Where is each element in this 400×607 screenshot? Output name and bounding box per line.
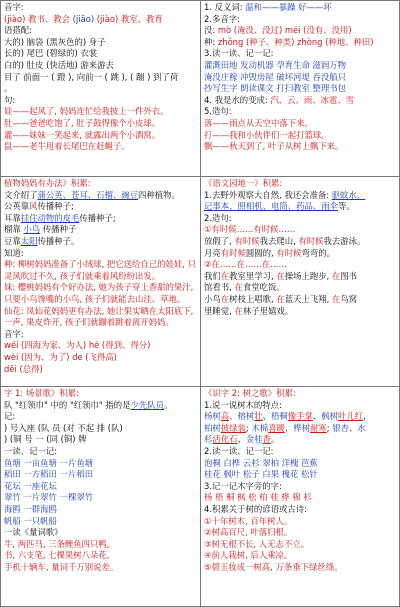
text-run: 枫树 <box>321 411 338 422</box>
text-run: 豆靠 <box>4 235 21 246</box>
text-run: 金桂 <box>245 434 263 445</box>
text-run: 翠竹 一片翠竹 一棵翠竹 <box>4 492 94 503</box>
text-run: 月亮 <box>204 247 221 258</box>
text-run: 泡桐 白桦 云杉 翠柏 洋槐 芭蕉 <box>204 457 318 468</box>
text-run: 。 <box>271 434 280 445</box>
text-run: 落——雨点从天空中落下来。 <box>204 117 313 128</box>
text-run: 手机十辆车, 量词千万别说差。 <box>4 561 119 572</box>
text-run: 温和——暴躁 好——坏 <box>245 2 332 12</box>
bottom-right-cell <box>200 386 400 607</box>
text-line <box>204 539 396 551</box>
text-run: 有时候 <box>220 247 246 258</box>
text-line <box>204 527 396 539</box>
text-line <box>4 306 197 318</box>
text-run: 3.读一读、记一记: <box>204 48 274 59</box>
text-line <box>204 411 396 423</box>
text-line <box>204 201 396 213</box>
text-run: 弯弯的。 <box>301 247 335 258</box>
text-run: 叶儿红 <box>338 411 364 422</box>
text-run: ③树无根不长, 人无志不立。 <box>204 538 309 549</box>
text-run: 杨 梧 桐 枫 松 柏 桂 桦 棉 杉 <box>204 492 312 503</box>
text-line <box>4 423 197 435</box>
text-run: ①有时候……有时候…… <box>204 224 296 235</box>
text-line <box>4 469 197 481</box>
text-line <box>4 550 197 562</box>
text-run: 音字: <box>4 328 24 339</box>
text-run: 长的) 尾巴 (碧绿的) 衣裳 <box>4 48 98 59</box>
text-run: 1. 反义词: <box>204 2 246 12</box>
text-run: 3.记一记木字旁的字: <box>204 480 282 491</box>
text-run: 太阳 <box>20 235 38 246</box>
text-line <box>204 14 396 26</box>
text-run: 文介绍了 <box>4 189 38 200</box>
text-line <box>4 364 197 376</box>
middle-left-cell <box>0 176 201 387</box>
top-right-cell <box>200 0 400 177</box>
text-line <box>204 72 396 84</box>
text-run: 、 <box>284 422 294 433</box>
text-run: 小鸟 <box>23 224 41 235</box>
text-run: 、 <box>237 434 246 445</box>
text-run: 音字: <box>4 2 24 12</box>
text-line <box>204 224 396 236</box>
text-run: 教室里学习, <box>229 270 277 281</box>
text-line <box>4 329 197 341</box>
text-line <box>4 317 197 329</box>
text-run: 喜暖 <box>268 422 285 433</box>
text-line <box>204 190 396 202</box>
top-left-cell <box>0 0 201 177</box>
text-run: 梧桐 <box>271 411 288 422</box>
text-line <box>204 271 396 283</box>
text-line <box>4 141 197 153</box>
text-run: 娃——起风了, 妈妈连忙给我披上一件外衣。 <box>4 106 169 117</box>
text-run: 食堂吃饭。 <box>242 282 285 293</box>
text-run: 2.造句: <box>204 212 232 223</box>
text-line <box>4 562 197 574</box>
text-run: mò (淹没、没过) méi (没有、没用) <box>217 25 352 36</box>
text-run: 馆看书, <box>204 282 235 293</box>
text-run: 香 <box>262 434 271 445</box>
text-run: 、 <box>262 411 271 422</box>
text-line <box>4 259 197 271</box>
text-run: 灌溉田地 发动机器 孕育生命 滋润万物 <box>204 59 346 70</box>
text-run: 书, 六支笔, 七棵果树八朵花, <box>4 550 110 561</box>
text-line <box>4 224 197 236</box>
text-run: , <box>363 411 366 422</box>
text-run: 牛, 两匹马, 三条鲤鱼四只鸭, <box>4 538 110 549</box>
text-run: 。 <box>4 83 13 94</box>
text-run: 、 <box>312 411 322 422</box>
text-run: 在 <box>331 270 341 281</box>
text-run: 大的) 脑袋 (黑灰色的) 身子 <box>4 36 106 47</box>
text-run: 蓝天上飞翔, <box>284 293 332 304</box>
text-run: (jiào) 教书、教会 <box>4 13 73 24</box>
text-line <box>4 190 197 202</box>
text-run: 我去游泳。 <box>323 235 366 246</box>
text-line <box>204 306 396 318</box>
text-run: 风 <box>29 201 38 212</box>
text-line <box>4 458 197 470</box>
text-line <box>4 539 197 551</box>
text-run: 白的) 肚皮 (快活地) 游来游去 <box>4 59 114 70</box>
text-run: 种: 柳树妈妈准备了小绒球, 把它送给自己的娃娃, 只 <box>4 259 197 270</box>
text-line <box>4 446 197 458</box>
text-line <box>4 481 197 493</box>
text-run: 操场上跑步, <box>284 270 332 281</box>
text-run: 灵风吹过不久, 孩子们就乘着风纷纷出发。 <box>4 270 161 281</box>
text-run: 挂住动物的皮毛 <box>20 212 80 223</box>
text-run: 榕树 <box>237 411 255 422</box>
text-run: 、 <box>229 411 238 422</box>
text-line <box>4 14 197 26</box>
text-run: 在 <box>220 270 230 281</box>
middle-right-cell <box>200 176 400 387</box>
text-line <box>4 492 197 504</box>
text-run: 四种植物。 <box>138 189 180 200</box>
text-run: 淹没庄稼 冲毁房屋 破坏河堤 吞没船只 <box>204 71 346 82</box>
text-run: ; <box>326 422 333 433</box>
text-run: 鱼塘 一亩鱼塘 一片鱼塘 <box>4 457 94 468</box>
text-line <box>4 236 197 248</box>
text-line <box>204 236 396 248</box>
section-heading: 植物妈妈有办法》积累: <box>4 178 91 188</box>
text-run: 一读《量词歌》 <box>4 527 63 538</box>
text-line <box>204 516 396 528</box>
text-run: 耳靠 <box>4 212 21 223</box>
text-run: 队 "红领巾" 中的 "红领巾" 指的是 <box>4 399 131 410</box>
text-run: 1.说一说树木的特点: <box>204 399 282 410</box>
text-line <box>204 95 396 107</box>
text-run: 知道: <box>4 247 24 258</box>
text-run: 树枝上唱歌, <box>229 293 277 304</box>
text-line <box>4 411 197 423</box>
text-run: 圆圆的, <box>245 247 277 258</box>
text-line <box>4 83 197 95</box>
text-run: 桂花 枫叶 松子 白果 槐花 松针 <box>204 469 318 480</box>
section-heading: 《识字 2: 树之歌》积累: <box>204 388 296 398</box>
text-line <box>204 248 396 260</box>
text-run: 等。 <box>338 201 355 212</box>
text-line <box>4 504 197 516</box>
text-line <box>4 271 197 283</box>
text-run: 4. 我是水的变成: <box>204 94 271 105</box>
text-run: 有时候 <box>276 247 302 258</box>
text-line <box>4 95 197 107</box>
text-run: 一声, 果皮炸开, 孩子们就蹦着跳着离开妈妈。 <box>4 317 174 328</box>
text-run: 水 <box>357 422 366 433</box>
text-run: 披绿装 <box>220 422 246 433</box>
text-run: 仙花: 凤仙花妈妈更有办法, 她让果实晒在太阳底下, <box>4 305 194 316</box>
text-line <box>204 469 396 481</box>
text-run: 图书 <box>340 270 358 281</box>
text-run: 驱蚊水、 <box>331 189 366 200</box>
text-run: zhǒng (种子、种类) zhòng (种地、种田) <box>217 36 374 47</box>
text-line <box>4 25 197 37</box>
text-run: ) (铜 号 一 (同 (铜) 牌 <box>4 434 87 445</box>
text-run: ②在……在……在…… <box>204 259 287 270</box>
text-run: 2.读一读、记一记: <box>204 445 274 456</box>
text-run: 榴靠 <box>4 224 24 235</box>
text-line <box>4 434 197 446</box>
text-run: 杨树 <box>204 411 221 422</box>
text-line <box>4 213 197 225</box>
text-run: ①十年树木, 百年树人。 <box>204 515 293 526</box>
text-run: 林子里嬉戏。 <box>242 305 294 316</box>
text-run: (jiào) 教室、教育 <box>94 13 163 24</box>
text-run: 种: <box>204 36 218 47</box>
section-heading: 字 1: 场景歌》积累: <box>4 388 79 398</box>
text-line <box>4 527 197 539</box>
text-run: 记: <box>4 411 16 422</box>
text-line <box>4 201 197 213</box>
text-line <box>204 562 396 574</box>
text-line <box>204 60 396 72</box>
text-run: 在 <box>234 305 243 316</box>
text-run: děi (总得) <box>4 363 43 374</box>
text-run: 汽、云、雨、冰雹、雪 <box>270 94 355 105</box>
text-line <box>204 48 396 60</box>
text-line <box>4 37 197 49</box>
text-run: 稻田 一方稻田 一片稻田 <box>4 469 94 480</box>
text-run: wèi (因为、为了) de (飞得高) <box>4 351 117 362</box>
text-run: 目了 前面一 ( 蹬 ), 向前一 ( 跳 ), ( 蹦 ) 到了荷 <box>4 71 179 82</box>
text-run: 壮 <box>254 411 263 422</box>
text-run: 鼠——老牛甩着长尾巴在赶蝇子。 <box>4 141 130 152</box>
text-line <box>4 400 197 412</box>
text-line <box>204 481 396 493</box>
text-line <box>204 423 396 435</box>
text-run: 1.去野外观察大自然, 我还会准备: <box>204 189 332 200</box>
text-run: ; <box>245 422 252 433</box>
text-run: 传播种子 <box>40 224 77 235</box>
text-run: ②树高百尺, 叶落归根。 <box>204 527 293 538</box>
text-line <box>204 434 396 446</box>
text-run: 在 <box>276 293 285 304</box>
text-run: 打——我和小伙伴们一起打篮球。 <box>204 129 330 140</box>
text-line <box>4 516 197 528</box>
text-run: 放假了, <box>204 235 235 246</box>
text-line <box>4 248 197 260</box>
text-run: 公英靠 <box>4 201 30 212</box>
text-line <box>204 2 396 14</box>
text-run: 帆船 一只帆船 <box>4 515 57 526</box>
text-run: 抄写生字 朗读课文 打扫教室 整理书包 <box>204 83 346 94</box>
text-run: 在 <box>331 293 341 304</box>
text-run: 我们 <box>204 270 221 281</box>
text-run: 桦树 <box>293 422 310 433</box>
text-run: 蒲公英、苍耳、石榴、豌豆 <box>37 189 138 200</box>
text-line <box>4 294 197 306</box>
text-line <box>204 106 396 118</box>
text-line <box>4 72 197 84</box>
text-run: 记事本、照相机、电筒、药品、雨伞 <box>204 201 338 212</box>
text-line <box>4 352 197 364</box>
text-run: (jiāo) <box>72 13 95 24</box>
text-line <box>204 83 396 95</box>
text-run: 少先队员 <box>130 399 165 410</box>
text-run: 在 <box>276 270 285 281</box>
text-line <box>204 458 396 470</box>
text-line <box>204 282 396 294</box>
section-heading: 《语文园地一》积累: <box>204 178 283 188</box>
text-run: 像手掌 <box>287 411 313 422</box>
text-line <box>4 60 197 72</box>
text-line <box>204 504 396 516</box>
text-run: 一读、记一记: <box>4 445 58 456</box>
text-line <box>204 213 396 225</box>
text-line <box>4 130 197 142</box>
text-run: 里睡觉, <box>204 305 235 316</box>
text-run: 5.造句: <box>204 106 232 117</box>
text-run: 海鸥 一群海鸥 <box>4 503 57 514</box>
text-run: 肚——爸爸吃饱了, 肚子鼓得像个小皮球。 <box>4 117 161 128</box>
text-run: 妹: 樱桃妈妈有个好办法, 她为孩子穿上香甜的果汁, <box>4 282 194 293</box>
text-run: 没: <box>204 25 218 36</box>
text-run: 只要小鸟馋嘴的小鸟, 孩子们就能去山洼、草地。 <box>4 293 186 304</box>
text-run: 。 <box>164 399 173 410</box>
text-line <box>204 37 396 49</box>
text-line <box>4 48 197 60</box>
text-run: 杉 <box>204 434 213 445</box>
text-run: 句: <box>4 94 16 105</box>
text-line <box>204 130 396 142</box>
text-run: 飘——秋天到了, 叶子从树上飘下来。 <box>204 141 344 152</box>
text-run: ) 号入座 (队 员 (对 不起 排 (队) <box>4 422 123 433</box>
text-line <box>204 294 396 306</box>
text-line <box>204 492 396 504</box>
text-run: 有时候 <box>298 235 324 246</box>
text-run: 传播种子; <box>37 201 74 212</box>
text-line <box>4 118 197 130</box>
text-run: wéi (四海为家、为人) hé (得到、得分) <box>4 340 151 351</box>
text-line <box>204 400 396 412</box>
text-run: ⑤碧玉妆成一树高, 万条垂下绿丝绦。 <box>204 561 343 572</box>
text-line <box>204 118 396 130</box>
text-run: 灌——妹妹一笑起来, 就露出两个小酒窝。 <box>4 129 161 140</box>
text-run: 传播种子。 <box>37 235 80 246</box>
text-line <box>4 282 197 294</box>
text-line <box>204 259 396 271</box>
text-run: 4.积累关于树的谚语或古诗: <box>204 503 307 514</box>
text-run: 在 <box>220 293 230 304</box>
text-line <box>204 141 396 153</box>
text-line <box>204 25 396 37</box>
text-run: 语搭配: <box>4 25 32 36</box>
text-line <box>4 106 197 118</box>
text-run: 在 <box>234 282 243 293</box>
text-run: 、 <box>348 422 358 433</box>
text-line <box>4 340 197 352</box>
text-run: 传播种子; <box>79 212 116 223</box>
text-line <box>204 446 396 458</box>
text-run: ④前人栽树, 后人乘凉。 <box>204 550 293 561</box>
text-run: 有时候 <box>234 235 260 246</box>
text-line <box>204 550 396 562</box>
text-run: 银杏 <box>332 422 349 433</box>
text-run: 小鸟 <box>204 293 221 304</box>
text-run: 木棉 <box>251 422 269 433</box>
text-run: 花坛 一座花坛 <box>4 480 57 491</box>
text-run: 柏树 <box>204 422 221 433</box>
text-run: 高 <box>220 411 230 422</box>
text-run: 耐寒 <box>309 422 327 433</box>
text-run: 鸟窝 <box>340 293 358 304</box>
text-run: 2.多音字: <box>204 13 240 24</box>
text-run: 我去爬山, <box>259 235 299 246</box>
bottom-left-cell <box>0 386 201 607</box>
text-run: 活化石 <box>212 434 238 445</box>
text-line <box>4 2 197 14</box>
